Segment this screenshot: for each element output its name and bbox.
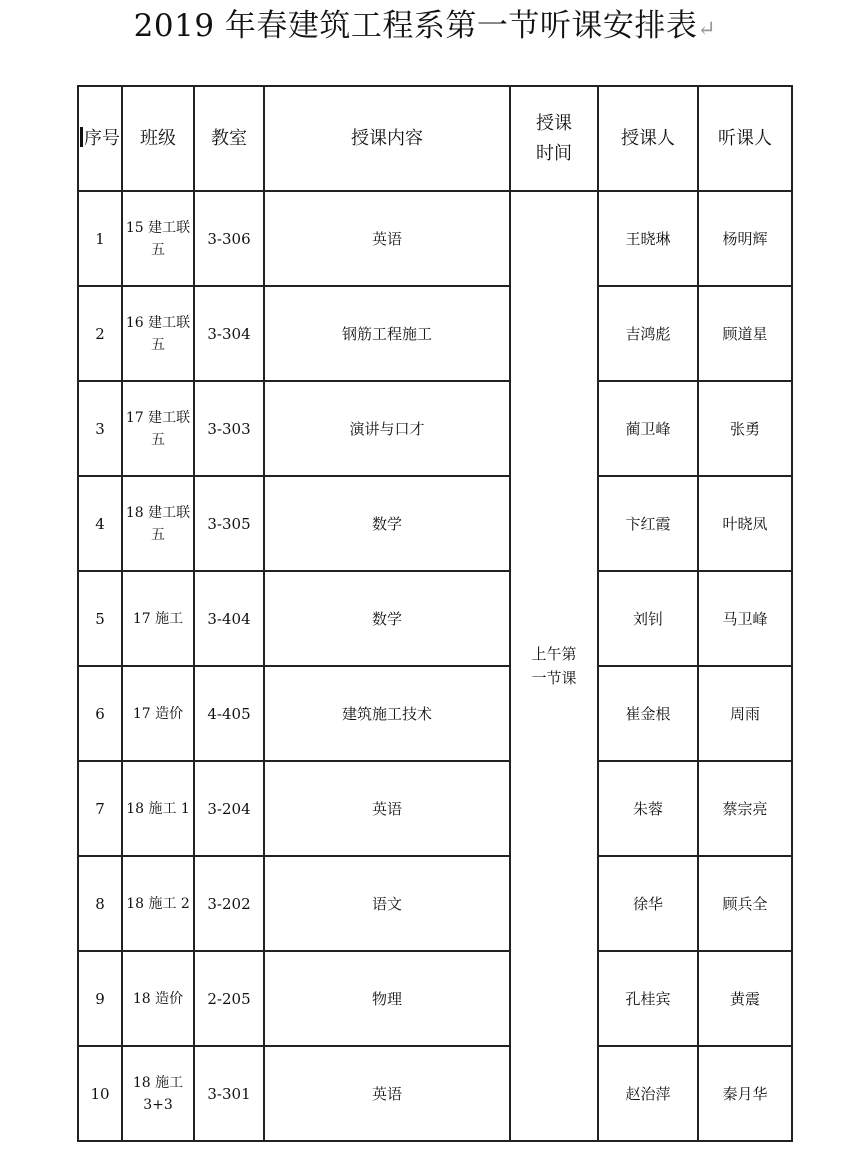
schedule-table — [77, 85, 793, 1142]
table-row — [78, 476, 792, 571]
cell-room: 3-303 — [194, 381, 264, 476]
cell-class: 17 造价 — [122, 666, 194, 761]
cell-content: 钢筋工程施工 — [264, 286, 510, 381]
cell-teacher: 刘钊 — [598, 571, 698, 666]
cell-content: 演讲与口才 — [264, 381, 510, 476]
header-time: 授课时间 — [510, 86, 598, 191]
cell-no: 6 — [78, 666, 122, 761]
cell-teacher: 王晓琳 — [598, 191, 698, 286]
cell-teacher: 孔桂宾 — [598, 951, 698, 1046]
cell-class: 18 造价 — [122, 951, 194, 1046]
title-text: 2019 年春建筑工程系第一节听课安排表 — [133, 8, 698, 44]
cell-class: 17 施工 — [122, 571, 194, 666]
paragraph-mark-icon: ↵ — [697, 17, 717, 42]
table-row — [78, 286, 792, 381]
header-teacher: 授课人 — [598, 86, 698, 191]
table-row — [78, 381, 792, 476]
cell-observer: 张勇 — [698, 381, 792, 476]
table-row — [78, 761, 792, 856]
text-cursor-icon — [80, 127, 83, 147]
cell-no: 5 — [78, 571, 122, 666]
cell-room: 3-202 — [194, 856, 264, 951]
cell-content: 数学 — [264, 571, 510, 666]
cell-no: 8 — [78, 856, 122, 951]
table-row — [78, 1046, 792, 1141]
cell-content: 英语 — [264, 191, 510, 286]
cell-no: 2 — [78, 286, 122, 381]
cell-no: 3 — [78, 381, 122, 476]
cell-class: 18 施工 3+3 — [122, 1046, 194, 1141]
cell-observer: 杨明辉 — [698, 191, 792, 286]
header-row — [78, 86, 792, 191]
cell-room: 3-305 — [194, 476, 264, 571]
cell-observer: 周雨 — [698, 666, 792, 761]
header-no: 序号 — [78, 86, 122, 191]
cell-teacher: 卞红霞 — [598, 476, 698, 571]
cell-teacher: 赵治萍 — [598, 1046, 698, 1141]
cell-observer: 秦月华 — [698, 1046, 792, 1141]
header-observer: 听课人 — [698, 86, 792, 191]
cell-content: 建筑施工技术 — [264, 666, 510, 761]
cell-no: 9 — [78, 951, 122, 1046]
cell-observer: 黄震 — [698, 951, 792, 1046]
cell-content: 语文 — [264, 856, 510, 951]
cell-observer: 顾道星 — [698, 286, 792, 381]
cell-content: 英语 — [264, 1046, 510, 1141]
cell-room: 4-405 — [194, 666, 264, 761]
header-class: 班级 — [122, 86, 194, 191]
cell-content: 英语 — [264, 761, 510, 856]
cell-observer: 马卫峰 — [698, 571, 792, 666]
cell-room: 3-306 — [194, 191, 264, 286]
header-room: 教室 — [194, 86, 264, 191]
cell-class: 18 建工联五 — [122, 476, 194, 571]
cell-no: 10 — [78, 1046, 122, 1141]
table-row — [78, 951, 792, 1046]
cell-class: 16 建工联五 — [122, 286, 194, 381]
cell-content: 物理 — [264, 951, 510, 1046]
cell-teacher: 朱蓉 — [598, 761, 698, 856]
header-content: 授课内容 — [264, 86, 510, 191]
cell-class: 18 施工 1 — [122, 761, 194, 856]
table-row — [78, 191, 792, 286]
cell-no: 7 — [78, 761, 122, 856]
cell-content: 数学 — [264, 476, 510, 571]
page-title — [0, 4, 850, 52]
cell-room: 3-204 — [194, 761, 264, 856]
cell-class: 18 施工 2 — [122, 856, 194, 951]
cell-teacher: 崔金根 — [598, 666, 698, 761]
cell-teacher: 徐华 — [598, 856, 698, 951]
cell-room: 3-404 — [194, 571, 264, 666]
table-row — [78, 856, 792, 951]
cell-observer: 顾兵全 — [698, 856, 792, 951]
cell-room: 3-304 — [194, 286, 264, 381]
cell-no: 4 — [78, 476, 122, 571]
cell-observer: 蔡宗亮 — [698, 761, 792, 856]
cell-no: 1 — [78, 191, 122, 286]
table-row — [78, 666, 792, 761]
cell-class: 17 建工联五 — [122, 381, 194, 476]
cell-observer: 叶晓凤 — [698, 476, 792, 571]
cell-teacher: 吉鸿彪 — [598, 286, 698, 381]
table-row — [78, 571, 792, 666]
cell-time: 上午第一节课 — [510, 191, 598, 1141]
cell-room: 3-301 — [194, 1046, 264, 1141]
cell-class: 15 建工联五 — [122, 191, 194, 286]
cell-teacher: 蔺卫峰 — [598, 381, 698, 476]
cell-room: 2-205 — [194, 951, 264, 1046]
